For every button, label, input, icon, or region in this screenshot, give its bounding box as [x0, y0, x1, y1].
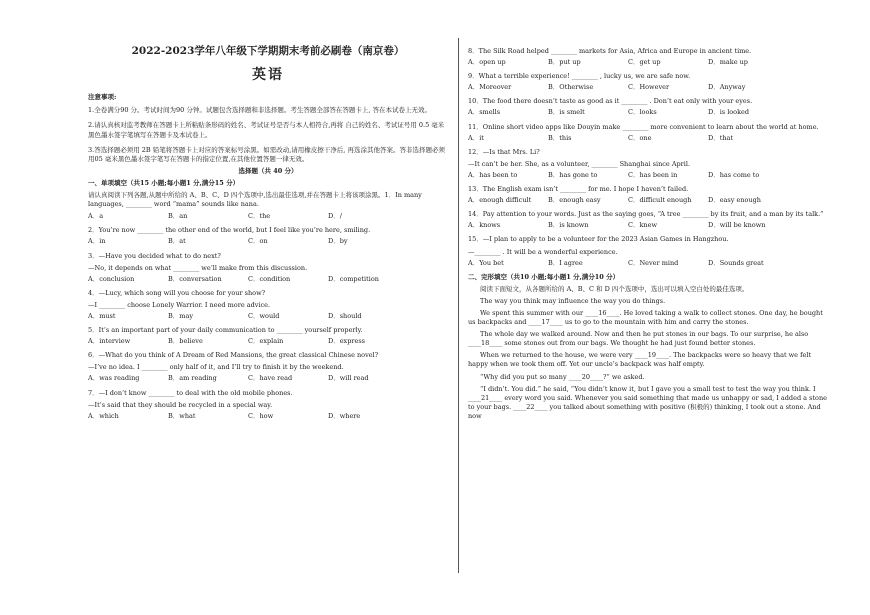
answer-option[interactable]: D．by [328, 237, 348, 246]
left-column [88, 44, 448, 426]
answer-option[interactable]: D．/ [328, 212, 342, 221]
answer-option[interactable]: A．must [88, 311, 116, 320]
answer-options [88, 312, 448, 321]
answer-option[interactable]: C．Never mind [628, 258, 679, 267]
exam-title: 2022-2023学年八年级下学期期末考前必刷卷（南京卷） [131, 45, 405, 57]
answer-option[interactable]: B．an [168, 212, 188, 221]
answer-option[interactable]: B．is smelt [548, 108, 585, 117]
answer-option[interactable]: A．Moreover [468, 83, 512, 92]
answer-options [468, 83, 830, 92]
answer-option[interactable]: D．competition [328, 274, 379, 283]
answer-option[interactable]: D．that [708, 133, 733, 142]
question-text: —No, it depends on what ________ we’ll make from this discussion. [88, 263, 308, 272]
answer-option[interactable]: A．which [88, 411, 119, 420]
answer-option[interactable]: C．have read [248, 374, 293, 383]
answer-options [468, 221, 830, 230]
answer-option[interactable]: A．You bet [468, 258, 504, 267]
answer-option[interactable]: A．interview [88, 337, 131, 346]
question-text: 12．—Is that Mrs. Li? [468, 147, 540, 156]
answer-option[interactable]: C．how [248, 411, 274, 420]
answer-option[interactable]: C．looks [628, 108, 657, 117]
answer-option[interactable]: D．will be known [708, 221, 766, 230]
answer-option[interactable]: A．was reading [88, 374, 140, 383]
part1-instruction: 请认真阅读下列各题,从题中所给的 A、B、C、D 四个选项中,选出最佳选项,并在答题卡上将该项涂黑。1．In many languages, ________ word “mama” sounds like nana. [88, 191, 422, 209]
answer-option[interactable]: A．conclusion [88, 274, 135, 283]
question-text: 5．It’s an important part of your daily communication to ________ yourself properly. [88, 326, 363, 335]
question-text: 8．The Silk Road helped ________ markets for Asia, Africa and Europe in ancient time. [468, 47, 752, 55]
passage-paragraph: “Why did you put so many ____20____?” we asked. [480, 372, 645, 381]
question-text: 14．Pay attention to your words. Just as the saying goes, “A tree ________ by its fruit, and a man by its talk.” [468, 210, 824, 219]
notice-item: 2.请认真核对监考教师在答题卡上所粘贴条形码的姓名、考试证号是否与本人相符合,再将 自己的姓名、考试证号用 0.5 毫米黑色墨水签字笔填写在答题卡及本试卷上。 [88, 121, 445, 139]
answer-options [468, 58, 830, 67]
question-text: 2．You’re now ________ the other end of the world, but I feel like you’re here, smiling. [88, 226, 371, 235]
answer-options [88, 237, 448, 246]
answer-option[interactable]: C．get up [628, 58, 661, 67]
question-text: —It can’t be her. She, as a volunteer, ________ Shanghai since April. [468, 159, 691, 168]
answer-option[interactable]: C．explain [248, 337, 284, 346]
question-text: 4．—Lucy, which song will you choose for your show? [88, 288, 266, 297]
answer-options [468, 171, 830, 180]
answer-option[interactable]: B．am reading [168, 374, 217, 383]
notice-item: 3.答选择题必须用 2B 铅笔将答题卡上对应的答案标号涂黑。如需改动,请用橡皮擦干净后, 再选涂其他答案。答非选择题必须用05 毫米黑色墨水签字笔写在答题卡的指定位置,在其他位置答题一律无效。 [88, 145, 445, 163]
part1-label: 选择题（共 40 分） [238, 166, 298, 175]
answer-options [88, 412, 448, 421]
answer-option[interactable]: D．easy enough [708, 196, 761, 205]
question-text: —________ . It will be a wonderful experience. [468, 247, 618, 256]
answer-option[interactable]: C．However [628, 83, 670, 92]
question-text: 6．—What do you think of A Dream of Red Mansions, the great classical Chinese novel? [88, 351, 379, 360]
exam-subject: 英语 [252, 66, 284, 83]
left-question-list [88, 212, 448, 421]
answer-option[interactable]: B．put up [548, 58, 581, 67]
answer-options [88, 337, 448, 346]
answer-options [468, 259, 830, 268]
question-text: 11．Online short video apps like Douyin make ________ more convenient to learn about the world at home. [468, 122, 819, 131]
part2-instruction: 阅读下面短文，从各题所给的 A、B、C 和 D 四个选项中，选出可以填入空白处的最佳选项。 [480, 284, 749, 293]
part2-section-heading: 二、完形填空（共10 小题;每小题1 分,满分10 分） [468, 272, 620, 281]
column-divider [458, 38, 459, 573]
answer-option[interactable]: B．at [168, 237, 186, 246]
answer-option[interactable]: A．enough difficult [468, 196, 532, 205]
question-text: —I ________ choose Lonely Warrior. I need more advice. [88, 300, 271, 309]
answer-option[interactable]: B．enough easy [548, 196, 601, 205]
answer-option[interactable]: C．would [248, 311, 280, 320]
passage-paragraph: The whole day we walked around. Now and then he put stones in our bags. To our surprise, he also ____18____ some stones out from our bags. We thought he had just found better stones. [468, 330, 809, 348]
answer-option[interactable]: A．has been to [468, 170, 518, 179]
answer-option[interactable]: D．make up [708, 58, 748, 67]
answer-option[interactable]: D．has come to [708, 170, 760, 179]
question-text: 7．—I don’t know ________ to deal with the old mobile phones. [88, 388, 293, 397]
notice-item: 1.全卷满分90 分。考试时间为90 分钟。试题包含选择题和非选择题。考生答题全部答在答题卡上, 答在本试卷上无效。 [88, 106, 432, 115]
answer-option[interactable]: B．is known [548, 221, 589, 230]
notice-heading: 注意事项: [88, 93, 117, 102]
passage-paragraph: When we returned to the house, we were very ____19____. The backpacks were so heavy that we felt happy when we took them off. Yet our uncle’s backpack was half empty. [468, 351, 812, 369]
question-text: 10．The food there doesn’t taste as good as it ________ . Don’t eat only with your eyes. [468, 97, 753, 106]
answer-option[interactable]: D．where [328, 411, 361, 420]
answer-option[interactable]: C．has been in [628, 170, 678, 179]
answer-options [88, 212, 448, 221]
answer-option[interactable]: C．condition [248, 274, 291, 283]
answer-option[interactable]: C．the [248, 212, 271, 221]
answer-option[interactable]: B．this [548, 133, 572, 142]
answer-option[interactable]: A．smells [468, 108, 501, 117]
answer-option[interactable]: A．it [468, 133, 484, 142]
passage-paragraph: The way you think may influence the way you do things. [480, 296, 666, 305]
answer-option[interactable]: A．in [88, 237, 106, 246]
answer-options [468, 108, 830, 117]
answer-option[interactable]: B．conversation [168, 274, 222, 283]
answer-option[interactable]: B．I agree [548, 258, 583, 267]
answer-options [88, 374, 448, 383]
answer-option[interactable]: A．knows [468, 221, 501, 230]
answer-option[interactable]: C．one [628, 133, 652, 142]
answer-options [468, 196, 830, 205]
right-question-list [468, 47, 830, 268]
answer-options [468, 134, 830, 143]
answer-option[interactable]: B．may [168, 311, 193, 320]
answer-option[interactable]: B．Otherwise [548, 83, 594, 92]
passage-paragraph: “I didn’t. You did.” he said, “You didn’t know it, but I gave you a small test to test the way you think. I ____21____ every word you said. Whenever you said something that made us unhappy or sad, I added a stone to your bags. ____22____ you talked about something with positive (积极的) thinking, I took out a stone. And now [468, 384, 828, 420]
answer-option[interactable]: D．express [328, 337, 366, 346]
answer-option[interactable]: C．difficult enough [628, 196, 692, 205]
answer-option[interactable]: D．Anyway [708, 83, 746, 92]
question-text: 3．—Have you decided what to do next? [88, 251, 221, 260]
answer-option[interactable]: B．believe [168, 337, 203, 346]
right-column [468, 44, 830, 424]
answer-option[interactable]: B．has gone to [548, 170, 598, 179]
question-text: —It’s said that they should be recycled in a special way. [88, 400, 273, 409]
question-text: —I’ve no idea. I ________ only half of it, and I’ll try to finish it by the weekend. [88, 363, 344, 372]
part1-section-heading: 一、单项填空（共15 小题;每小题1 分,满分15 分） [88, 178, 240, 187]
answer-option[interactable]: A．a [88, 212, 104, 221]
answer-option[interactable]: C．on [248, 237, 268, 246]
question-text: 13．The English exam isn’t ________ for me. I hope I haven’t failed. [468, 185, 689, 194]
answer-option[interactable]: D．will read [328, 374, 369, 383]
answer-option[interactable]: D．should [328, 311, 362, 320]
passage-paragraph: We spent this summer with our ____16____. He loved taking a walk to collect stones. One day, he bought us backpacks and ____17____ us to go to the mountain with him and carry the stones. [468, 308, 823, 327]
question-text: 9．What a terrible experience! ________ , lucky us, we are safe now. [468, 72, 691, 81]
answer-option[interactable]: D．is looked [708, 108, 750, 117]
answer-option[interactable]: B．what [168, 411, 196, 420]
question-text: 15．—I plan to apply to be a volunteer for the 2023 Asian Games in Hangzhou. [468, 235, 729, 244]
answer-options [88, 275, 448, 284]
answer-option[interactable]: D．Sounds great [708, 258, 764, 267]
answer-option[interactable]: A．open up [468, 58, 506, 67]
answer-option[interactable]: C．knew [628, 221, 658, 230]
